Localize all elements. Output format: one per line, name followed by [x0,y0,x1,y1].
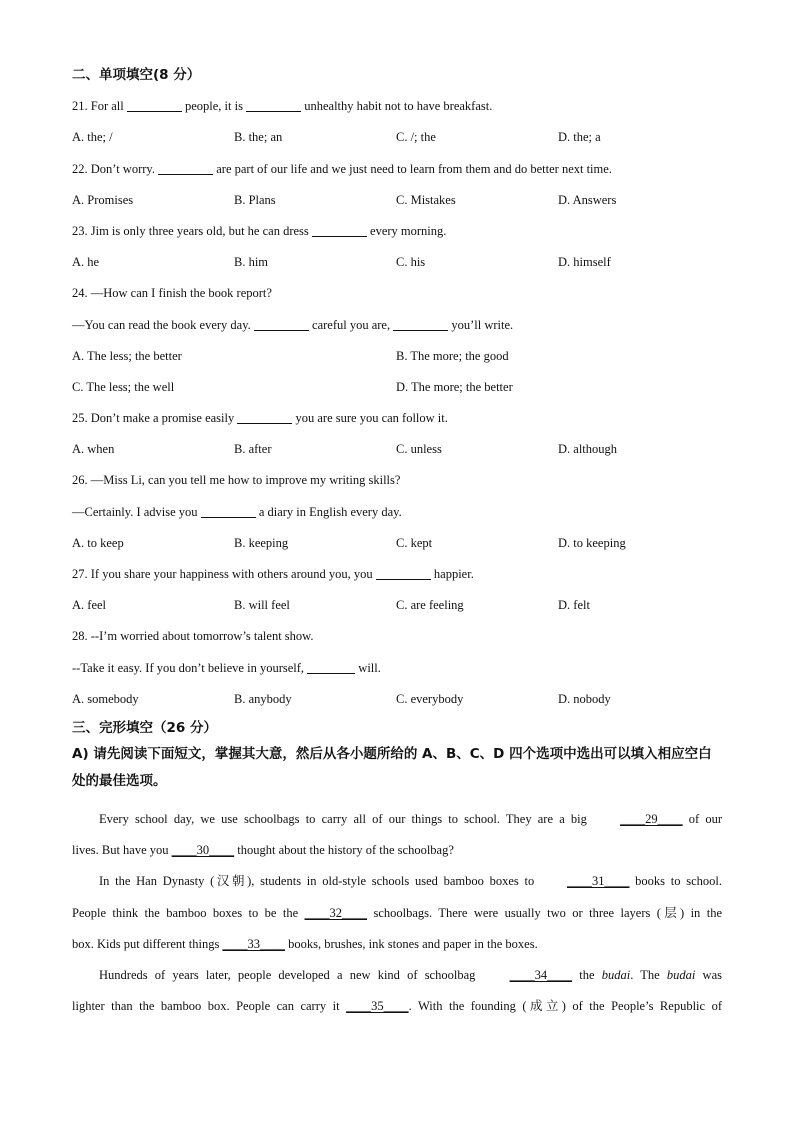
option-d: D. The more; the better [396,379,513,394]
option-c: C. The less; the well [72,379,175,394]
cloze-blank-35: ____35____ [346,999,409,1014]
question-27-stem: 27. If you share your happiness with others around you, you happier. [72,567,474,581]
option-a: A. to keep [72,535,124,550]
question-28-stem: --Take it easy. If you don’t believe in yourself, will. [72,660,381,675]
question-28-options [72,684,722,715]
cloze-blank-29: ____29____ [620,811,683,826]
cloze-blank-30: ____30____ [171,843,235,858]
cloze-blank-33: ____33____ [222,936,285,951]
option-d: D. felt [558,598,590,613]
option-c: C. kept [396,535,433,550]
cloze-blank-31: ____31____ [566,874,630,889]
option-b: B. the; an [234,130,283,145]
question-24-options-row-2 [72,372,722,403]
option-c: C. his [396,255,426,270]
option-b: B. after [234,442,272,457]
question-23-options [72,247,722,278]
option-b: B. anybody [234,691,292,706]
question-22-stem: 22. Don’t worry. are part of our life and we just need to learn from them and do better next time. [72,161,612,176]
option-a: A. The less; the better [72,348,182,363]
answer-blank [127,99,182,112]
question-21-stem: 21. For all people, it is unhealthy habit not to have breakfast. [72,99,493,114]
question-26-options [72,528,722,559]
option-a: A. the; / [72,130,113,145]
option-c: C. Mistakes [396,192,456,207]
option-b: B. Plans [234,192,276,207]
option-d: D. nobody [558,691,611,706]
cloze-blank-34: ____34____ [509,967,573,982]
question-28-dialogue-line-1: 28. --I’m worried about tomorrow’s talent show. [72,629,314,644]
option-c: C. are feeling [396,598,464,613]
option-d: D. himself [558,255,611,270]
question-25-stem: 25. Don’t make a promise easily you are sure you can follow it. [72,411,448,426]
question-22-options [72,185,722,216]
option-b: B. keeping [234,535,289,550]
answer-blank [376,567,431,580]
question-23-stem: 23. Jim is only three years old, but he can dress every morning. [72,223,447,238]
option-a: A. somebody [72,691,139,706]
passage-paragraph-1: Every school day, we use schoolbags to carry all of our things to school. They are a big ____29____ of our lives. But have you ____30____ thought about the history of the schoolbag? [72,804,722,866]
answer-blank [158,162,213,175]
answer-blank [254,318,309,331]
question-24-dialogue-line-1: 24. —How can I finish the book report? [72,286,272,301]
passage-paragraph-3: Hundreds of years later, people developed a new kind of schoolbag ____34____ the budai. The budai was lighter than the bamboo box. People can carry it ____35____. With the founding (成立) of the People’s Republic of [72,960,722,1022]
answer-blank [312,224,367,237]
option-c: C. /; the [396,130,436,145]
question-21-options [72,122,722,153]
exam-page [72,60,722,1022]
question-25-options [72,434,722,465]
option-a: A. feel [72,598,107,613]
section-2-title: 二、单项填空(8 分） [72,67,201,83]
answer-blank [307,661,355,674]
option-c: C. unless [396,442,442,457]
question-24-stem: —You can read the book every day. careful you are, you’ll write. [72,317,514,332]
option-b: B. will feel [234,598,290,613]
answer-blank [246,99,301,112]
option-d: D. although [558,442,618,457]
option-b: B. The more; the good [396,348,509,363]
answer-blank [393,318,448,331]
option-b: B. him [234,255,269,270]
question-26-dialogue-line-1: 26. —Miss Li, can you tell me how to improve my writing skills? [72,473,401,488]
option-c: C. everybody [396,691,464,706]
question-24-options-row-1 [72,341,722,372]
section-3-instruction: A) 请先阅读下面短文，掌握其大意，然后从各小题所给的 A、B、C、D 四个选项中选出可以填入相应空白处的最佳选项。 [72,745,712,789]
option-a: A. when [72,442,115,457]
question-27-options [72,590,722,621]
option-d: D. Answers [558,192,617,207]
option-d: D. the; a [558,130,601,145]
answer-blank [237,411,292,424]
cloze-blank-32: ____32____ [304,905,368,920]
passage-paragraph-2: In the Han Dynasty (汉朝), students in old-style schools used bamboo boxes to ____31____ books to school. People think the bamboo boxes to be the ____32____ schoolbags. There were usually two or three layers (层) in the box. Kids put different things ____33____ books, brushes, ink stones and paper in the boxes. [72,866,722,960]
option-a: A. he [72,255,100,270]
option-d: D. to keeping [558,535,626,550]
option-a: A. Promises [72,192,134,207]
section-3-title: 三、完形填空（26 分） [72,719,217,736]
answer-blank [201,505,256,518]
question-26-stem: —Certainly. I advise you a diary in English every day. [72,504,402,519]
